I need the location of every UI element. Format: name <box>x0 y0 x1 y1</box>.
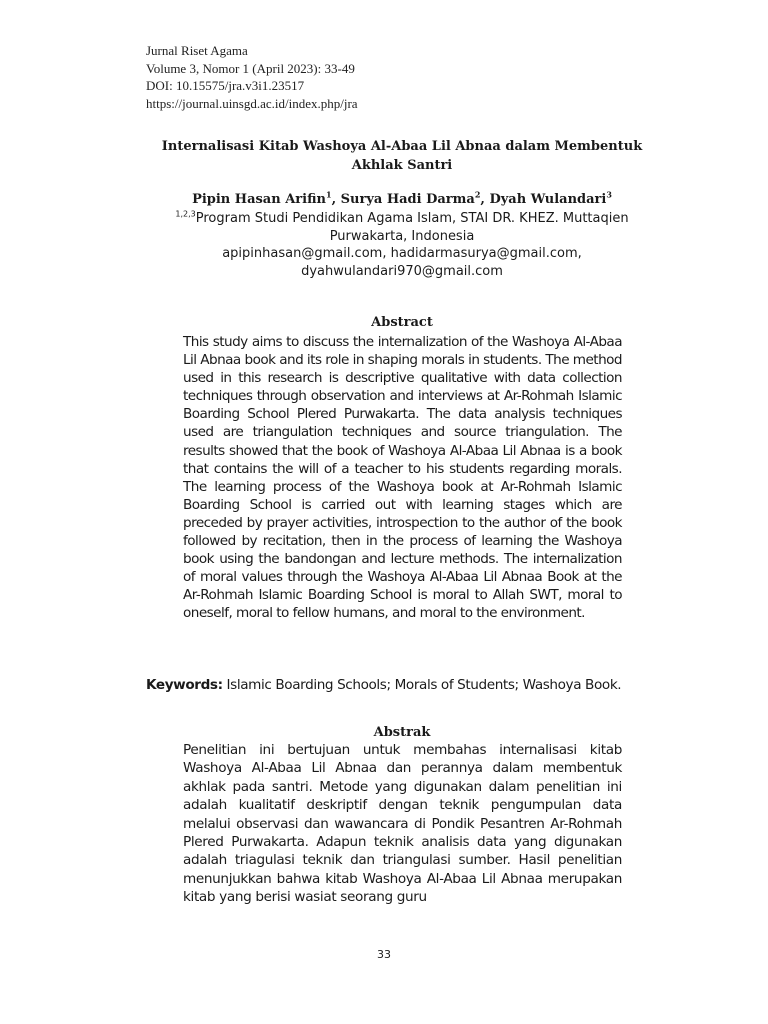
keywords-text: Islamic Boarding Schools; Morals of Students; Washoya Book. <box>222 677 622 693</box>
abstrak-heading: Abstrak <box>373 725 431 740</box>
author-emails: dyahwulandari970@gmail.com <box>301 263 503 279</box>
affiliation-mark: 1,2,3 <box>175 209 196 219</box>
affiliation-line <box>146 210 658 228</box>
affiliation-block <box>146 210 658 280</box>
author-emails: apipinhasan@gmail.com, hadidarmasurya@gmail.com, <box>222 246 582 261</box>
author-separator: , <box>480 192 490 207</box>
author-affiliation-mark: 2 <box>474 189 481 200</box>
abstract-text: This study aims to discuss the internalization of the Washoya Al-Abaa Lil Abnaa book and its role in shaping morals in students. The method used in this research is descriptive qualitative with data collection techniques through observation and interviews at Ar-Rohmah Islamic Boarding School Plered Purwakarta. The data analysis techniques used are triangulation techniques and source triangulation. The results showed that the book of Washoya Al-Abaa Lil Abnaa is a book that contains the will of a teacher to his students regarding morals. The learning process of the Washoya book at Ar-Rohmah Islamic Boarding School is carried out with learning stages which are preceded by prayer activities, introspection to the author of the book followed by recitation, then in the process of learning the Washoya book using the bandongan and lecture methods. The internalization of moral values through the Washoya Al-Abaa Lil Abnaa Book at the Ar-Rohmah Islamic Boarding School is moral to Allah SWT, moral to oneself, moral to fellow humans, and moral to the environment. <box>183 334 622 622</box>
affiliation-institution: Program Studi Pendidikan Agama Islam, STAI DR. KHEZ. Muttaqien <box>195 211 629 226</box>
journal-url[interactable]: https://journal.uinsgd.ac.id/index.php/jra <box>146 95 358 111</box>
affiliation-location: Purwakarta, Indonesia <box>329 228 475 244</box>
title-line-1: Internalisasi Kitab Washoya Al-Abaa Lil Abnaa dalam Membentuk <box>161 139 643 154</box>
journal-name: Jurnal Riset Agama <box>146 43 248 58</box>
abstrak-text: Penelitian ini bertujuan untuk membahas internalisasi kitab Washoya Al-Abaa Lil Abnaa dan perannya dalam membentuk akhlak pada santri. Metode yang digunakan dalam penelitian ini adalah kualitatif deskriptif dengan teknik pengumpulan data melalui observasi dan wawancara di Pondik Pesantren Ar-Rohmah Plered Purwakarta. Adapun teknik analisis data yang digunakan adalah triagulasi teknik dan triangulasi sumber. Hasil penelitian menunjukkan bahwa kitab Washoya Al-Abaa Lil Abnaa merupakan kitab yang berisi wasiat seorang guru <box>183 742 622 906</box>
author-separator: , <box>331 192 341 207</box>
abstract-heading: Abstract <box>371 315 433 330</box>
author-name: Dyah Wulandari <box>489 192 607 207</box>
journal-doi: DOI: 10.15575/jra.v3i1.23517 <box>146 78 305 93</box>
keywords-label: Keywords: <box>146 677 223 693</box>
paper-title <box>146 137 658 175</box>
author-affiliation-mark: 3 <box>606 189 612 200</box>
author-name: Pipin Hasan Arifin <box>192 192 326 207</box>
author-name: Surya Hadi Darma <box>340 192 475 207</box>
journal-header <box>146 42 358 112</box>
keywords-line <box>146 676 622 695</box>
author-affiliation-mark: 1 <box>326 189 332 200</box>
journal-volume: Volume 3, Nomor 1 (April 2023): 33-49 <box>146 60 355 76</box>
page-number: 33 <box>377 948 391 961</box>
author-list <box>146 190 658 209</box>
title-line-2: Akhlak Santri <box>351 158 453 173</box>
